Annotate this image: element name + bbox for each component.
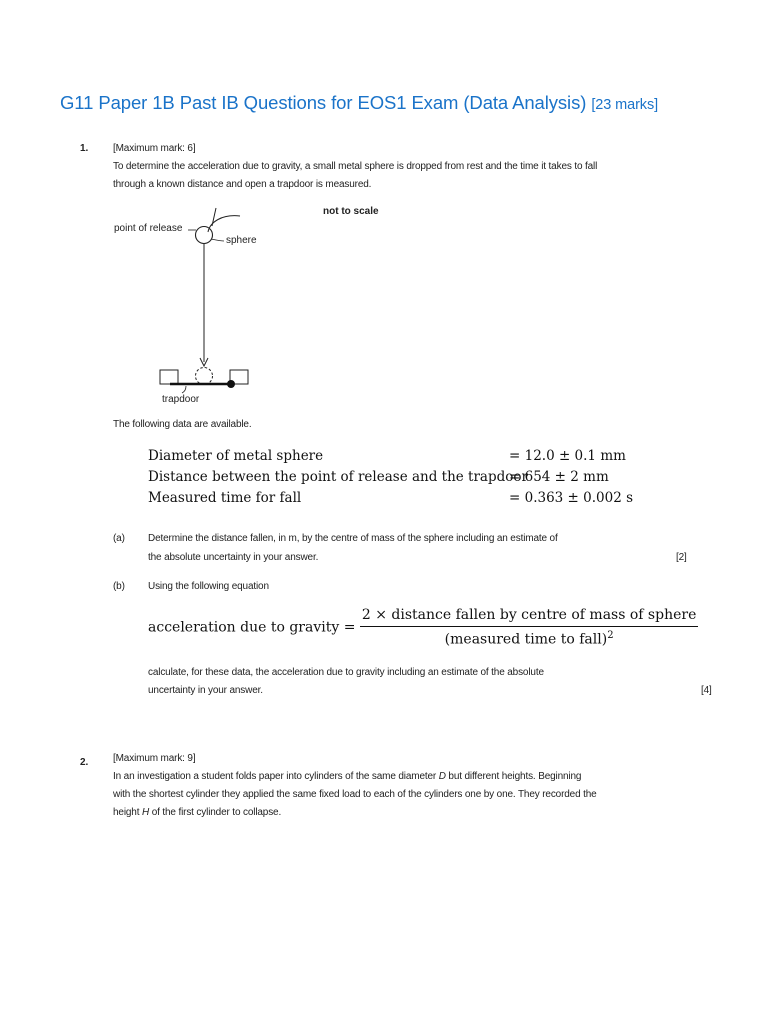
q2-line1-post: but different heights. Beginning — [445, 771, 582, 782]
equation-numerator: 2 × distance fallen by centre of mass of sphere — [360, 607, 698, 627]
part-b-line1: calculate, for these data, the acceleration due to gravity including an estimate of the absolute — [148, 667, 544, 678]
experiment-diagram — [100, 200, 400, 412]
equation-lhs: acceleration due to gravity = — [148, 619, 356, 636]
gravity-equation — [148, 607, 698, 648]
question-2-line3 — [113, 804, 281, 822]
q2-line3-post: of the first cylinder to collapse. — [149, 807, 282, 818]
part-a-line2: the absolute uncertainty in your answer. — [148, 552, 319, 563]
q2-line3-pre: height — [113, 807, 142, 818]
part-a-marks: [2] — [676, 552, 687, 563]
part-a-label: (a) — [113, 533, 125, 544]
part-b-marks: [4] — [701, 685, 712, 696]
question-1-intro-line2: through a known distance and open a trapdoor is measured. — [113, 179, 372, 190]
trapdoor-hinge — [227, 380, 235, 388]
label-sphere: sphere — [226, 235, 257, 246]
q2-var-d: D — [438, 771, 446, 782]
question-1-number: 1. — [80, 143, 89, 154]
question-1-max-mark: [Maximum mark: 6] — [113, 143, 196, 154]
data-intro: The following data are available. — [113, 419, 252, 430]
page-title — [60, 92, 658, 114]
left-support-block — [160, 370, 178, 384]
part-a-line1: Determine the distance fallen, in m, by the centre of mass of the sphere including an estimate of — [148, 533, 558, 544]
trapdoor-leader-line — [182, 386, 186, 393]
question-2-number: 2. — [80, 757, 89, 768]
title-text: G11 Paper 1B Past IB Questions for EOS1 Exam (Data Analysis) — [60, 92, 587, 113]
data-label-distance: Distance between the point of release and the trapdoor — [148, 469, 528, 485]
equation-denominator-text: (measured time to fall) — [444, 631, 608, 648]
question-2-line2: with the shortest cylinder they applied the same fixed load to each of the cylinders one by one. They recorded the — [113, 789, 597, 800]
data-value-distance: = 654 ± 2 mm — [509, 469, 609, 485]
label-point-of-release: point of release — [114, 223, 183, 234]
part-b-line2: uncertainty in your answer. — [148, 685, 263, 696]
data-label-time: Measured time for fall — [148, 490, 302, 506]
q2-line1-pre: In an investigation a student folds paper into cylinders of the same diameter — [113, 771, 439, 782]
release-clamp-wire — [208, 216, 240, 232]
sphere-leader-line — [211, 239, 224, 241]
equation-denominator-exponent: 2 — [607, 630, 614, 641]
question-2-max-mark: [Maximum mark: 9] — [113, 753, 196, 764]
sphere-at-trapdoor — [196, 368, 213, 385]
data-label-diameter: Diameter of metal sphere — [148, 448, 324, 464]
equation-denominator — [445, 627, 614, 648]
total-marks: [23 marks] — [591, 97, 659, 113]
question-1-intro-line1: To determine the acceleration due to gravity, a small metal sphere is dropped from rest and the time it takes to fall — [113, 161, 598, 172]
data-value-diameter: = 12.0 ± 0.1 mm — [509, 448, 626, 464]
data-value-time: = 0.363 ± 0.002 s — [509, 490, 634, 506]
part-b-intro: Using the following equation — [148, 581, 269, 592]
q2-var-h: H — [141, 807, 150, 818]
not-to-scale-note: not to scale — [323, 206, 379, 217]
equation-fraction — [360, 607, 698, 648]
question-2-line1 — [113, 768, 581, 786]
sphere-at-release — [196, 227, 213, 244]
part-b-label: (b) — [113, 581, 125, 592]
label-trapdoor: trapdoor — [162, 394, 200, 405]
